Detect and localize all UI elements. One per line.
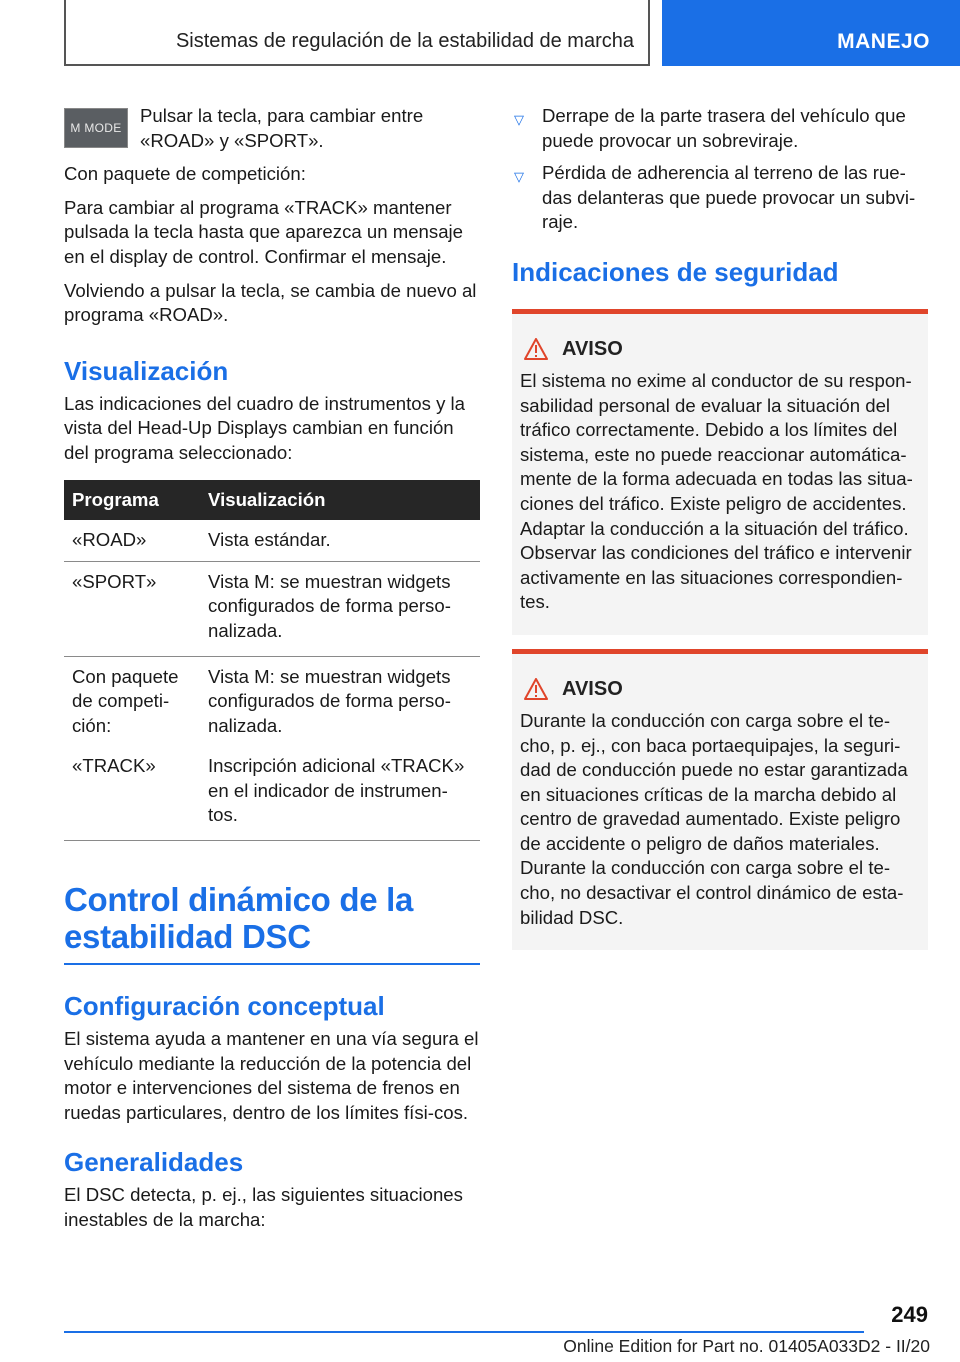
- footer-divider: [64, 1331, 864, 1333]
- table-cell: «SPORT»: [64, 561, 200, 656]
- header-title-box: [64, 0, 650, 66]
- table-header-programa: Programa: [64, 480, 200, 521]
- warning-box: [512, 649, 928, 950]
- table-header-visualizacion: Visualización: [200, 480, 480, 521]
- table-cell: Vista estándar.: [200, 520, 480, 561]
- warning-header: [520, 338, 920, 361]
- list-item: ▽ Pérdida de adherencia al terreno de las rue-das delanteras que puede provocar un subvi-raje.: [514, 162, 916, 233]
- table-cell: Inscripción adicional «TRACK» en el indicador de instrumen-tos.: [200, 746, 480, 840]
- table-cell: «ROAD»: [64, 520, 200, 561]
- program-table: [64, 480, 480, 842]
- warning-triangle-icon: [524, 678, 548, 700]
- page-number: 249: [891, 1302, 928, 1327]
- warning-text: Durante la conducción con carga sobre el te-cho, p. ej., con baca portaequipajes, la seguri-dad de conducción puede no estar garantizada en situaciones críticas de la marcha debido al centro de gravedad aumentado. Existe peligro de accidente o peligro de daños materiales. Durante la conducción con carga sobre el te-cho, no desactivar el control dinámico de esta-bilidad DSC.: [520, 709, 908, 928]
- triangle-bullet-icon: ▽: [514, 112, 524, 127]
- table-row: [64, 561, 480, 656]
- paragraph-track: Para cambiar al programa «TRACK» mantener pulsada la tecla hasta que aparezca un mensaje en el display de control. Confirmar el mensaje.: [64, 196, 464, 267]
- table-row: [64, 520, 480, 561]
- paragraph-competition: Con paquete de competición:: [64, 163, 306, 185]
- table-row: [64, 656, 480, 746]
- section-label: MANEJO: [837, 30, 930, 53]
- list-item: ▽ Derrape de la parte trasera del vehículo que puede provocar un sobreviraje.: [514, 105, 906, 151]
- table-cell: «TRACK»: [64, 746, 200, 840]
- warning-triangle-icon: [524, 338, 548, 360]
- heading-generalidades: Generalidades: [64, 1147, 244, 1178]
- heading-seguridad: Indicaciones de seguridad: [512, 256, 839, 287]
- warning-header: [520, 678, 920, 701]
- paragraph-road: Volviendo a pulsar la tecla, se cambia de nuevo al programa «ROAD».: [64, 279, 477, 326]
- m-mode-button-icon: M MODE: [64, 108, 128, 148]
- warning-text: El sistema no exime al conductor de su respon-sabilidad personal de evaluar la situación del tráfico correctamente. Debido a los límites del sistema, este no puede reaccionar automática-mente de la forma adecuada en todas las situa-ciones del tráfico. Existe peligro de accidentes. Adaptar la conducción a la situación del tráfico. Observar las condiciones del tráfico e intervenir activamente en las situaciones correspondien-tes.: [520, 369, 913, 613]
- warning-box: [512, 309, 928, 635]
- page-header-title: Sistemas de regulación de la estabilidad de marcha: [175, 30, 634, 52]
- mmode-intro-text: Pulsar la tecla, para cambiar entre «ROAD» y «SPORT».: [140, 105, 424, 151]
- left-column: [64, 104, 480, 1242]
- heading-configuracion: Configuración conceptual: [64, 991, 385, 1022]
- paragraph-generalidades: El DSC detecta, p. ej., las siguientes situaciones inestables de la marcha:: [64, 1184, 463, 1231]
- heading-dsc: Control dinámico de la estabilidad DSC: [64, 881, 480, 965]
- right-column: [512, 104, 928, 964]
- header-section-tab: [662, 0, 960, 66]
- situation-list: [512, 104, 928, 235]
- heading-visualizacion: Visualización: [64, 355, 229, 386]
- paragraph-configuracion: El sistema ayuda a mantener en una vía segura el vehículo mediante la reducción de la potencia del motor e intervenciones del sistema de frenos en ruedas particulares, dentro de los límites físi-cos.: [64, 1028, 479, 1123]
- warning-title: AVISO: [562, 337, 623, 360]
- table-cell: Vista M: se muestran widgets configurados de forma perso-nalizada.: [208, 665, 451, 736]
- table-cell: Con paquete de competi-ción:: [72, 665, 179, 736]
- table-cell: Vista M: se muestran widgets configurados de forma perso-nalizada.: [200, 561, 480, 656]
- table-row: [64, 746, 480, 840]
- mmode-instruction: [64, 104, 480, 153]
- triangle-bullet-icon: ▽: [514, 169, 524, 185]
- warning-title: AVISO: [562, 677, 623, 700]
- footer-edition: Online Edition for Part no. 01405A033D2 - II/20: [563, 1336, 930, 1356]
- paragraph-visualizacion: Las indicaciones del cuadro de instrumentos y la vista del Head-Up Displays cambian en función del programa seleccionado:: [64, 392, 466, 463]
